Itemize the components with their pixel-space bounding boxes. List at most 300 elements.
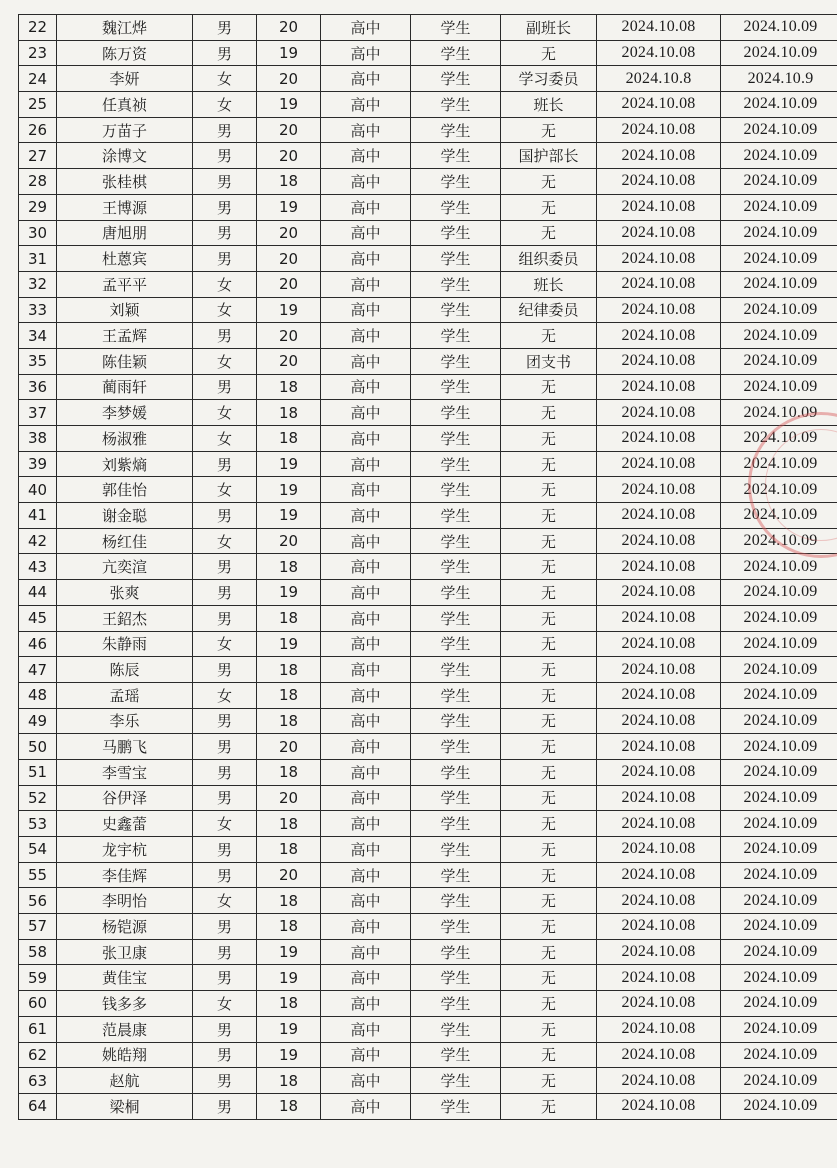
age-cell: 19 [257, 1016, 321, 1042]
position-cell: 学习委员 [501, 66, 597, 92]
age-cell: 20 [257, 323, 321, 349]
start-date-cell: 2024.10.08 [597, 759, 721, 785]
gender-cell: 男 [193, 117, 257, 143]
position-cell: 无 [501, 117, 597, 143]
position-cell: 无 [501, 682, 597, 708]
education-cell: 高中 [321, 965, 411, 991]
age-cell: 19 [257, 631, 321, 657]
gender-cell: 女 [193, 271, 257, 297]
start-date-cell: 2024.10.08 [597, 15, 721, 41]
education-cell: 高中 [321, 811, 411, 837]
row-number-cell: 42 [19, 528, 57, 554]
table-row [19, 169, 837, 195]
table-row [19, 811, 837, 837]
position-cell: 无 [501, 194, 597, 220]
student-name-cell: 马鹏飞 [57, 734, 193, 760]
education-cell: 高中 [321, 92, 411, 118]
row-number-cell: 24 [19, 66, 57, 92]
education-cell: 高中 [321, 708, 411, 734]
start-date-cell: 2024.10.08 [597, 528, 721, 554]
occupation-cell: 学生 [411, 194, 501, 220]
student-name-cell: 范晨康 [57, 1016, 193, 1042]
position-cell: 班长 [501, 92, 597, 118]
row-number-cell: 36 [19, 374, 57, 400]
education-cell: 高中 [321, 1042, 411, 1068]
student-roster-table [18, 14, 837, 1120]
gender-cell: 男 [193, 939, 257, 965]
student-name-cell: 张桂棋 [57, 169, 193, 195]
education-cell: 高中 [321, 117, 411, 143]
position-cell: 无 [501, 220, 597, 246]
row-number-cell: 56 [19, 888, 57, 914]
row-number-cell: 50 [19, 734, 57, 760]
start-date-cell: 2024.10.08 [597, 92, 721, 118]
position-cell: 无 [501, 759, 597, 785]
student-name-cell: 黄佳宝 [57, 965, 193, 991]
end-date-cell: 2024.10.09 [721, 759, 837, 785]
education-cell: 高中 [321, 400, 411, 426]
row-number-cell: 63 [19, 1068, 57, 1094]
occupation-cell: 学生 [411, 528, 501, 554]
gender-cell: 女 [193, 348, 257, 374]
student-name-cell: 亢奕渲 [57, 554, 193, 580]
gender-cell: 男 [193, 246, 257, 272]
education-cell: 高中 [321, 246, 411, 272]
student-name-cell: 李雪宝 [57, 759, 193, 785]
row-number-cell: 30 [19, 220, 57, 246]
student-name-cell: 杨红佳 [57, 528, 193, 554]
end-date-cell: 2024.10.09 [721, 271, 837, 297]
student-name-cell: 姚皓翔 [57, 1042, 193, 1068]
start-date-cell: 2024.10.08 [597, 914, 721, 940]
occupation-cell: 学生 [411, 348, 501, 374]
education-cell: 高中 [321, 580, 411, 606]
end-date-cell: 2024.10.09 [721, 939, 837, 965]
age-cell: 19 [257, 194, 321, 220]
student-name-cell: 张卫康 [57, 939, 193, 965]
table-row [19, 400, 837, 426]
occupation-cell: 学生 [411, 40, 501, 66]
gender-cell: 男 [193, 323, 257, 349]
occupation-cell: 学生 [411, 117, 501, 143]
occupation-cell: 学生 [411, 708, 501, 734]
gender-cell: 男 [193, 862, 257, 888]
education-cell: 高中 [321, 991, 411, 1017]
position-cell: 无 [501, 631, 597, 657]
age-cell: 19 [257, 451, 321, 477]
age-cell: 20 [257, 143, 321, 169]
row-number-cell: 29 [19, 194, 57, 220]
row-number-cell: 58 [19, 939, 57, 965]
start-date-cell: 2024.10.08 [597, 348, 721, 374]
education-cell: 高中 [321, 631, 411, 657]
age-cell: 19 [257, 477, 321, 503]
gender-cell: 男 [193, 734, 257, 760]
student-name-cell: 张爽 [57, 580, 193, 606]
age-cell: 18 [257, 657, 321, 683]
start-date-cell: 2024.10.08 [597, 503, 721, 529]
position-cell: 无 [501, 888, 597, 914]
row-number-cell: 45 [19, 605, 57, 631]
education-cell: 高中 [321, 862, 411, 888]
row-number-cell: 54 [19, 837, 57, 863]
start-date-cell: 2024.10.08 [597, 888, 721, 914]
start-date-cell: 2024.10.08 [597, 965, 721, 991]
position-cell: 副班长 [501, 15, 597, 41]
occupation-cell: 学生 [411, 580, 501, 606]
row-number-cell: 53 [19, 811, 57, 837]
position-cell: 无 [501, 40, 597, 66]
student-name-cell: 赵航 [57, 1068, 193, 1094]
occupation-cell: 学生 [411, 991, 501, 1017]
start-date-cell: 2024.10.08 [597, 246, 721, 272]
position-cell: 无 [501, 503, 597, 529]
start-date-cell: 2024.10.08 [597, 323, 721, 349]
table-row [19, 862, 837, 888]
start-date-cell: 2024.10.08 [597, 271, 721, 297]
table-row [19, 1093, 837, 1119]
end-date-cell: 2024.10.09 [721, 15, 837, 41]
gender-cell: 男 [193, 503, 257, 529]
end-date-cell: 2024.10.09 [721, 400, 837, 426]
start-date-cell: 2024.10.08 [597, 657, 721, 683]
start-date-cell: 2024.10.08 [597, 862, 721, 888]
student-name-cell: 王鉊杰 [57, 605, 193, 631]
table-row [19, 117, 837, 143]
start-date-cell: 2024.10.08 [597, 1068, 721, 1094]
position-cell: 无 [501, 169, 597, 195]
occupation-cell: 学生 [411, 811, 501, 837]
row-number-cell: 61 [19, 1016, 57, 1042]
education-cell: 高中 [321, 554, 411, 580]
occupation-cell: 学生 [411, 246, 501, 272]
occupation-cell: 学生 [411, 631, 501, 657]
position-cell: 无 [501, 708, 597, 734]
gender-cell: 男 [193, 40, 257, 66]
age-cell: 18 [257, 837, 321, 863]
age-cell: 18 [257, 1068, 321, 1094]
end-date-cell: 2024.10.09 [721, 965, 837, 991]
gender-cell: 男 [193, 785, 257, 811]
table-row [19, 297, 837, 323]
occupation-cell: 学生 [411, 862, 501, 888]
row-number-cell: 41 [19, 503, 57, 529]
row-number-cell: 59 [19, 965, 57, 991]
row-number-cell: 51 [19, 759, 57, 785]
gender-cell: 男 [193, 1068, 257, 1094]
occupation-cell: 学生 [411, 400, 501, 426]
age-cell: 19 [257, 580, 321, 606]
student-name-cell: 李乐 [57, 708, 193, 734]
start-date-cell: 2024.10.08 [597, 785, 721, 811]
table-row [19, 914, 837, 940]
student-name-cell: 陈辰 [57, 657, 193, 683]
position-cell: 无 [501, 451, 597, 477]
end-date-cell: 2024.10.09 [721, 503, 837, 529]
row-number-cell: 32 [19, 271, 57, 297]
education-cell: 高中 [321, 297, 411, 323]
table-row [19, 939, 837, 965]
row-number-cell: 37 [19, 400, 57, 426]
position-cell: 无 [501, 914, 597, 940]
age-cell: 18 [257, 374, 321, 400]
education-cell: 高中 [321, 348, 411, 374]
education-cell: 高中 [321, 143, 411, 169]
age-cell: 18 [257, 1093, 321, 1119]
age-cell: 18 [257, 169, 321, 195]
education-cell: 高中 [321, 169, 411, 195]
age-cell: 19 [257, 92, 321, 118]
age-cell: 20 [257, 15, 321, 41]
occupation-cell: 学生 [411, 759, 501, 785]
row-number-cell: 64 [19, 1093, 57, 1119]
occupation-cell: 学生 [411, 477, 501, 503]
student-name-cell: 陈万资 [57, 40, 193, 66]
gender-cell: 男 [193, 194, 257, 220]
student-name-cell: 任真祯 [57, 92, 193, 118]
position-cell: 无 [501, 374, 597, 400]
age-cell: 20 [257, 271, 321, 297]
roster-sheet [18, 14, 818, 1155]
row-number-cell: 33 [19, 297, 57, 323]
table-row [19, 271, 837, 297]
education-cell: 高中 [321, 1068, 411, 1094]
position-cell: 无 [501, 528, 597, 554]
position-cell: 无 [501, 991, 597, 1017]
table-row [19, 965, 837, 991]
gender-cell: 女 [193, 682, 257, 708]
education-cell: 高中 [321, 477, 411, 503]
gender-cell: 女 [193, 92, 257, 118]
student-name-cell: 王博源 [57, 194, 193, 220]
table-row [19, 888, 837, 914]
table-row [19, 66, 837, 92]
student-name-cell: 李佳辉 [57, 862, 193, 888]
table-row [19, 605, 837, 631]
row-number-cell: 48 [19, 682, 57, 708]
age-cell: 18 [257, 991, 321, 1017]
position-cell: 团支书 [501, 348, 597, 374]
table-row [19, 1068, 837, 1094]
row-number-cell: 34 [19, 323, 57, 349]
end-date-cell: 2024.10.09 [721, 348, 837, 374]
education-cell: 高中 [321, 939, 411, 965]
position-cell: 无 [501, 400, 597, 426]
end-date-cell: 2024.10.09 [721, 477, 837, 503]
student-name-cell: 李明怡 [57, 888, 193, 914]
education-cell: 高中 [321, 785, 411, 811]
education-cell: 高中 [321, 682, 411, 708]
start-date-cell: 2024.10.08 [597, 297, 721, 323]
age-cell: 19 [257, 939, 321, 965]
end-date-cell: 2024.10.09 [721, 220, 837, 246]
start-date-cell: 2024.10.08 [597, 426, 721, 452]
end-date-cell: 2024.10.09 [721, 426, 837, 452]
occupation-cell: 学生 [411, 1016, 501, 1042]
end-date-cell: 2024.10.09 [721, 605, 837, 631]
occupation-cell: 学生 [411, 554, 501, 580]
start-date-cell: 2024.10.08 [597, 580, 721, 606]
age-cell: 20 [257, 862, 321, 888]
end-date-cell: 2024.10.09 [721, 580, 837, 606]
education-cell: 高中 [321, 914, 411, 940]
row-number-cell: 22 [19, 15, 57, 41]
age-cell: 18 [257, 888, 321, 914]
table-row [19, 1042, 837, 1068]
start-date-cell: 2024.10.08 [597, 811, 721, 837]
table-row [19, 580, 837, 606]
gender-cell: 男 [193, 1093, 257, 1119]
start-date-cell: 2024.10.08 [597, 451, 721, 477]
student-name-cell: 陈佳颖 [57, 348, 193, 374]
student-name-cell: 杜蒽宾 [57, 246, 193, 272]
education-cell: 高中 [321, 15, 411, 41]
start-date-cell: 2024.10.08 [597, 1016, 721, 1042]
position-cell: 无 [501, 939, 597, 965]
row-number-cell: 57 [19, 914, 57, 940]
start-date-cell: 2024.10.08 [597, 117, 721, 143]
start-date-cell: 2024.10.08 [597, 477, 721, 503]
gender-cell: 男 [193, 708, 257, 734]
age-cell: 20 [257, 117, 321, 143]
end-date-cell: 2024.10.09 [721, 734, 837, 760]
end-date-cell: 2024.10.09 [721, 92, 837, 118]
row-number-cell: 46 [19, 631, 57, 657]
age-cell: 18 [257, 400, 321, 426]
gender-cell: 男 [193, 605, 257, 631]
start-date-cell: 2024.10.08 [597, 169, 721, 195]
education-cell: 高中 [321, 734, 411, 760]
start-date-cell: 2024.10.08 [597, 194, 721, 220]
table-row [19, 734, 837, 760]
age-cell: 18 [257, 605, 321, 631]
gender-cell: 男 [193, 1042, 257, 1068]
education-cell: 高中 [321, 40, 411, 66]
occupation-cell: 学生 [411, 914, 501, 940]
age-cell: 20 [257, 528, 321, 554]
row-number-cell: 35 [19, 348, 57, 374]
position-cell: 无 [501, 837, 597, 863]
occupation-cell: 学生 [411, 1042, 501, 1068]
start-date-cell: 2024.10.08 [597, 991, 721, 1017]
position-cell: 班长 [501, 271, 597, 297]
age-cell: 20 [257, 246, 321, 272]
row-number-cell: 47 [19, 657, 57, 683]
education-cell: 高中 [321, 374, 411, 400]
gender-cell: 女 [193, 811, 257, 837]
age-cell: 19 [257, 503, 321, 529]
end-date-cell: 2024.10.09 [721, 554, 837, 580]
start-date-cell: 2024.10.08 [597, 734, 721, 760]
start-date-cell: 2024.10.08 [597, 374, 721, 400]
end-date-cell: 2024.10.09 [721, 528, 837, 554]
gender-cell: 男 [193, 837, 257, 863]
position-cell: 无 [501, 1016, 597, 1042]
student-name-cell: 钱多多 [57, 991, 193, 1017]
gender-cell: 男 [193, 759, 257, 785]
row-number-cell: 39 [19, 451, 57, 477]
gender-cell: 女 [193, 477, 257, 503]
row-number-cell: 31 [19, 246, 57, 272]
age-cell: 18 [257, 708, 321, 734]
start-date-cell: 2024.10.08 [597, 682, 721, 708]
position-cell: 国护部长 [501, 143, 597, 169]
occupation-cell: 学生 [411, 1093, 501, 1119]
end-date-cell: 2024.10.09 [721, 297, 837, 323]
age-cell: 20 [257, 734, 321, 760]
end-date-cell: 2024.10.09 [721, 1016, 837, 1042]
position-cell: 无 [501, 1093, 597, 1119]
education-cell: 高中 [321, 528, 411, 554]
position-cell: 无 [501, 580, 597, 606]
end-date-cell: 2024.10.09 [721, 194, 837, 220]
table-row [19, 348, 837, 374]
table-row [19, 374, 837, 400]
row-number-cell: 23 [19, 40, 57, 66]
gender-cell: 男 [193, 169, 257, 195]
row-number-cell: 25 [19, 92, 57, 118]
gender-cell: 女 [193, 991, 257, 1017]
student-name-cell: 李妍 [57, 66, 193, 92]
row-number-cell: 38 [19, 426, 57, 452]
end-date-cell: 2024.10.09 [721, 914, 837, 940]
occupation-cell: 学生 [411, 682, 501, 708]
occupation-cell: 学生 [411, 169, 501, 195]
table-row [19, 426, 837, 452]
position-cell: 纪律委员 [501, 297, 597, 323]
occupation-cell: 学生 [411, 426, 501, 452]
row-number-cell: 26 [19, 117, 57, 143]
row-number-cell: 49 [19, 708, 57, 734]
position-cell: 无 [501, 605, 597, 631]
start-date-cell: 2024.10.08 [597, 605, 721, 631]
gender-cell: 女 [193, 66, 257, 92]
table-row [19, 682, 837, 708]
occupation-cell: 学生 [411, 92, 501, 118]
end-date-cell: 2024.10.09 [721, 374, 837, 400]
student-name-cell: 刘颖 [57, 297, 193, 323]
education-cell: 高中 [321, 837, 411, 863]
education-cell: 高中 [321, 220, 411, 246]
occupation-cell: 学生 [411, 143, 501, 169]
gender-cell: 男 [193, 580, 257, 606]
table-row [19, 528, 837, 554]
student-name-cell: 梁桐 [57, 1093, 193, 1119]
table-row [19, 451, 837, 477]
gender-cell: 男 [193, 220, 257, 246]
row-number-cell: 55 [19, 862, 57, 888]
age-cell: 19 [257, 1042, 321, 1068]
gender-cell: 女 [193, 888, 257, 914]
table-row [19, 220, 837, 246]
education-cell: 高中 [321, 759, 411, 785]
position-cell: 无 [501, 1042, 597, 1068]
age-cell: 18 [257, 426, 321, 452]
table-row [19, 554, 837, 580]
start-date-cell: 2024.10.08 [597, 631, 721, 657]
table-row [19, 631, 837, 657]
table-row [19, 92, 837, 118]
gender-cell: 男 [193, 143, 257, 169]
position-cell: 无 [501, 734, 597, 760]
start-date-cell: 2024.10.08 [597, 939, 721, 965]
table-row [19, 991, 837, 1017]
end-date-cell: 2024.10.09 [721, 246, 837, 272]
start-date-cell: 2024.10.08 [597, 220, 721, 246]
gender-cell: 男 [193, 554, 257, 580]
occupation-cell: 学生 [411, 965, 501, 991]
student-name-cell: 史鑫蕾 [57, 811, 193, 837]
